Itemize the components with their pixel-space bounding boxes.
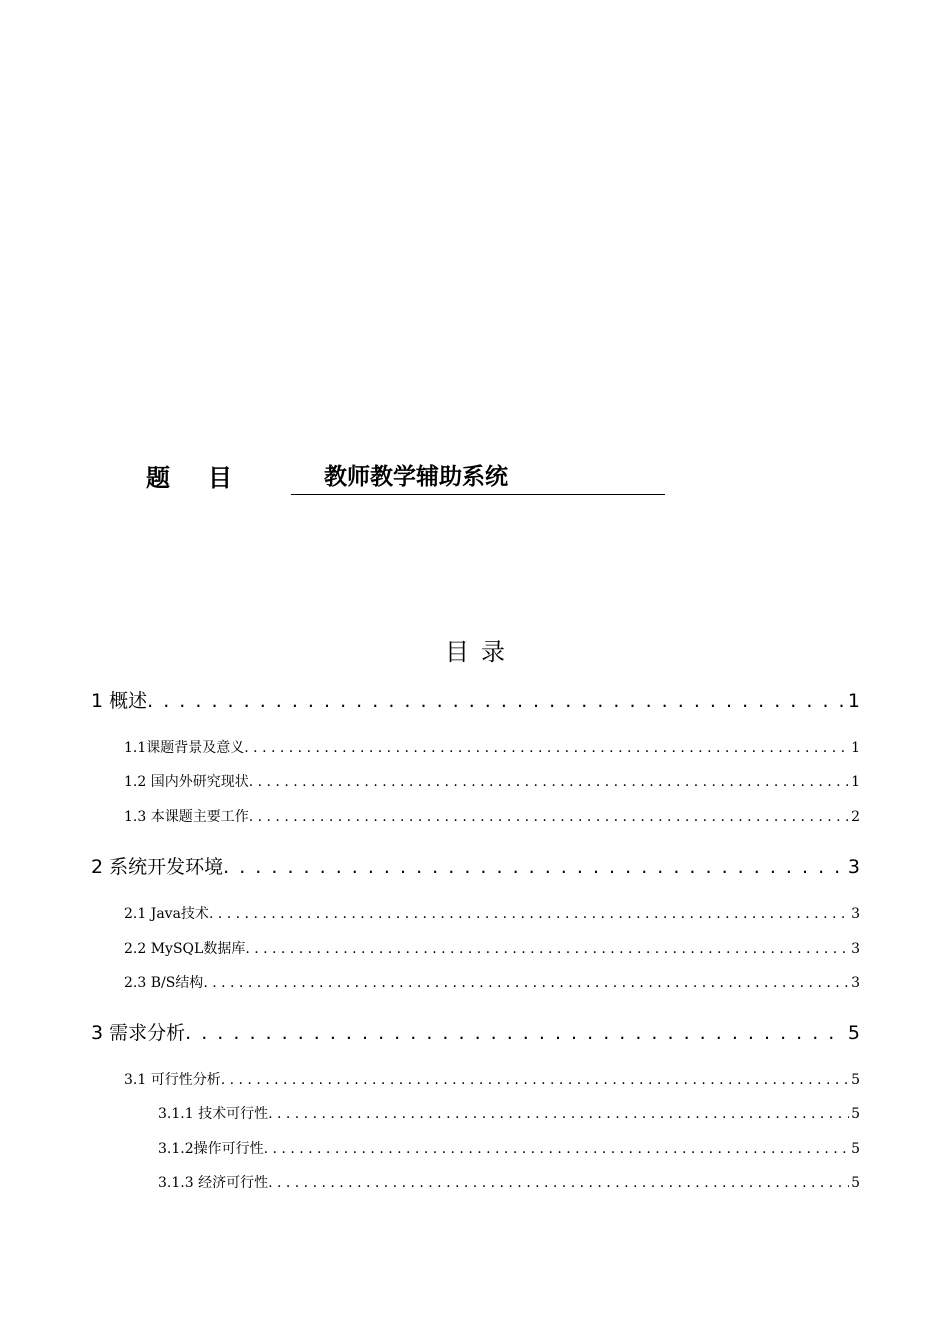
toc-dot-leader [147,690,846,712]
toc-dot-leader [268,1175,849,1191]
toc-dot-leader [223,856,846,878]
toc-entry-title: 3.1.1 技术可行性 [158,1106,269,1122]
toc-entry[interactable] [124,737,860,757]
title-underline [291,494,665,495]
toc-entry[interactable] [158,1172,860,1192]
toc-entry-page: 3 [851,906,860,922]
toc-entry-page: 5 [851,1106,860,1122]
toc-entry[interactable] [158,1103,860,1123]
toc-dot-leader [249,809,849,825]
title-value: 教师教学辅助系统 [324,464,508,490]
toc-entry-title: 1.2 国内外研究现状 [124,774,249,790]
toc-entry[interactable] [91,1018,860,1045]
toc-entry-page: 2 [851,809,860,825]
toc-entry-page: 3 [851,941,860,957]
title-label: 题目 [146,464,270,492]
toc-entry-page: 1 [847,690,860,712]
toc-dot-leader [209,906,849,922]
toc-entry-title: 2.2 MySQL数据库 [124,941,246,957]
toc-entry-title: 1.1课题背景及意义 [124,740,245,756]
toc-entry-page: 5 [847,1022,860,1044]
toc-entry[interactable] [91,852,860,879]
toc-entry-title: 3 需求分析 [91,1022,186,1044]
toc-entry-title: 1 概述 [91,690,148,712]
toc-entry-title: 2.1 Java技术 [124,906,209,922]
toc-entry-page: 3 [847,856,860,878]
toc-dot-leader [185,1022,846,1044]
toc-entry[interactable] [124,903,860,923]
toc-entry-title: 2 系统开发环境 [91,856,224,878]
toc-entry-page: 1 [851,740,860,756]
cover-title-row [0,452,950,502]
toc-entry-title: 1.3 本课题主要工作 [124,809,249,825]
toc-heading: 目录 [445,638,517,666]
toc-dot-leader [244,740,849,756]
toc-entry[interactable] [91,686,860,713]
toc-entry-title: 3.1.3 经济可行性 [158,1175,269,1191]
toc-entry-title: 3.1 可行性分析 [124,1072,221,1088]
toc-dot-leader [249,774,849,790]
toc-dot-leader [245,941,849,957]
toc-entry-page: 5 [851,1141,860,1157]
toc-entry-title: 3.1.2操作可行性 [158,1141,264,1157]
toc-entry[interactable] [124,1069,860,1089]
toc-entry[interactable] [124,806,860,826]
toc-entry-title: 2.3 B/S结构 [124,975,204,991]
toc-entry[interactable] [124,938,860,958]
toc-dot-leader [221,1072,849,1088]
toc-dot-leader [264,1141,849,1157]
toc-entry-page: 1 [851,774,860,790]
toc-entry[interactable] [124,771,860,791]
toc-entry[interactable] [124,972,860,992]
toc-entry-page: 5 [851,1175,860,1191]
toc-dot-leader [268,1106,849,1122]
toc-entry-page: 3 [851,975,860,991]
toc-dot-leader [203,975,849,991]
toc-entry-page: 5 [851,1072,860,1088]
toc-entry[interactable] [158,1138,860,1158]
